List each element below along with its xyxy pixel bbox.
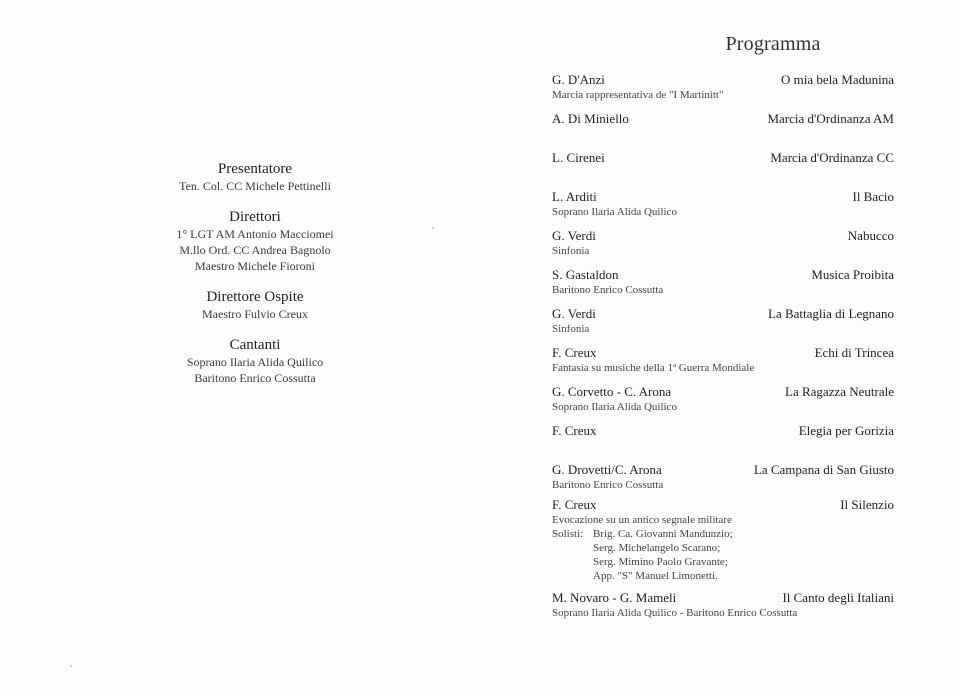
piece-title: La Battaglia di Legnano — [768, 306, 894, 321]
piece-title: La Ragazza Neutrale — [785, 384, 894, 399]
composer: F. Creux — [552, 345, 597, 360]
soloists-names — [593, 527, 733, 583]
programme-entry — [552, 267, 894, 306]
composer: M. Novaro - G. Mameli — [552, 590, 677, 605]
piece-title: Marcia d'Ordinanza CC — [770, 150, 894, 165]
scan-speck — [70, 665, 72, 667]
soloists-label: Solisti: — [552, 528, 584, 540]
composer: F. Creux — [552, 423, 597, 438]
piece-title: Echi di Trincea — [814, 345, 894, 360]
composer: L. Arditi — [552, 189, 597, 204]
entry-note: Sinfonia — [552, 323, 590, 335]
role-title: Presentatore — [217, 161, 293, 177]
soloist-name: Serg. Mimino Paolo Gravante; — [593, 556, 728, 568]
role-title: Cantanti — [229, 337, 281, 353]
soloist-name: App. "S" Manuel Limonetti. — [593, 570, 718, 582]
programme-entry — [552, 345, 894, 384]
credits-column — [110, 160, 400, 400]
programme-entry — [552, 306, 894, 345]
role-name: Ten. Col. CC Michele Pettinelli — [179, 179, 331, 193]
role-cantanti — [110, 336, 400, 386]
piece-title: O mia bela Madunina — [781, 72, 894, 87]
role-direttore-ospite — [110, 288, 400, 322]
composer: L. Cirenei — [552, 150, 605, 165]
composer: G. D'Anzi — [552, 72, 605, 87]
entry-note: Baritono Enrico Cossutta — [552, 284, 664, 296]
role-name: 1° LGT AM Antonio Macciomei — [176, 227, 334, 241]
programme-entry — [552, 384, 894, 423]
programme-entry — [552, 150, 894, 189]
role-name: Baritono Enrico Cossutta — [194, 371, 316, 385]
programme-entry — [552, 423, 894, 462]
composer: A. Di Miniello — [552, 111, 629, 126]
scan-speck — [432, 227, 434, 229]
soloist-name: Serg. Michelangelo Scarano; — [593, 542, 721, 554]
entry-note: Sinfonia — [552, 245, 590, 257]
composer: S. Gastaldon — [552, 267, 619, 282]
role-title: Direttore Ospite — [206, 289, 304, 305]
piece-title: Musica Proibita — [811, 267, 894, 282]
programme-entry — [552, 111, 894, 150]
entry-note: Baritono Enrico Cossutta — [552, 479, 664, 491]
entry-note: Marcia rappresentativa de "I Martinitt" — [552, 89, 724, 101]
piece-title: La Campana di San Giusto — [753, 462, 894, 477]
piece-title: Il Canto degli Italiani — [782, 590, 894, 605]
composer: G. Drovetti/C. Arona — [552, 462, 662, 477]
programme-entry — [552, 189, 894, 228]
piece-title: Marcia d'Ordinanza AM — [767, 111, 894, 126]
composer: G. Verdi — [552, 306, 596, 321]
programme-list — [552, 72, 894, 626]
soloist-name: Brig. Ca. Giovanni Mandunzio; — [593, 528, 733, 540]
role-presentatore — [110, 160, 400, 194]
programme-entry — [552, 497, 894, 590]
soloists-list — [552, 527, 894, 583]
programme-entry — [552, 72, 894, 111]
entry-note: Soprano Ilaria Alida Quilico — [552, 401, 677, 413]
entry-note: Fantasia su musiche della 1ª Guerra Mondiale — [552, 362, 755, 374]
entry-note: Soprano Ilaria Alida Quilico — [552, 206, 677, 218]
role-direttori — [110, 208, 400, 274]
piece-title: Nabucco — [847, 228, 894, 243]
programme-entry — [552, 590, 894, 626]
programme-entry — [552, 462, 894, 497]
piece-title: Il Silenzio — [840, 497, 894, 512]
composer: G. Verdi — [552, 228, 596, 243]
composer: F. Creux — [552, 497, 597, 512]
entry-note: Evocazione su un antico segnale militare — [552, 514, 732, 526]
entry-note: Soprano Ilaria Alida Quilico - Baritono Enrico Cossutta — [552, 607, 798, 619]
programme-entry — [552, 228, 894, 267]
role-name: Maestro Michele Fioroni — [195, 259, 315, 273]
role-name: M.llo Ord. CC Andrea Bagnolo — [179, 243, 331, 257]
role-name: Soprano Ilaria Alida Quilico — [186, 355, 324, 369]
programme-title: Programma — [725, 33, 821, 55]
role-title: Direttori — [229, 209, 281, 225]
piece-title: Il Bacio — [852, 189, 894, 204]
role-name: Maestro Fulvio Creux — [202, 307, 308, 321]
piece-title: Elegia per Gorizia — [798, 423, 894, 438]
composer: G. Corvetto - C. Arona — [552, 384, 672, 399]
